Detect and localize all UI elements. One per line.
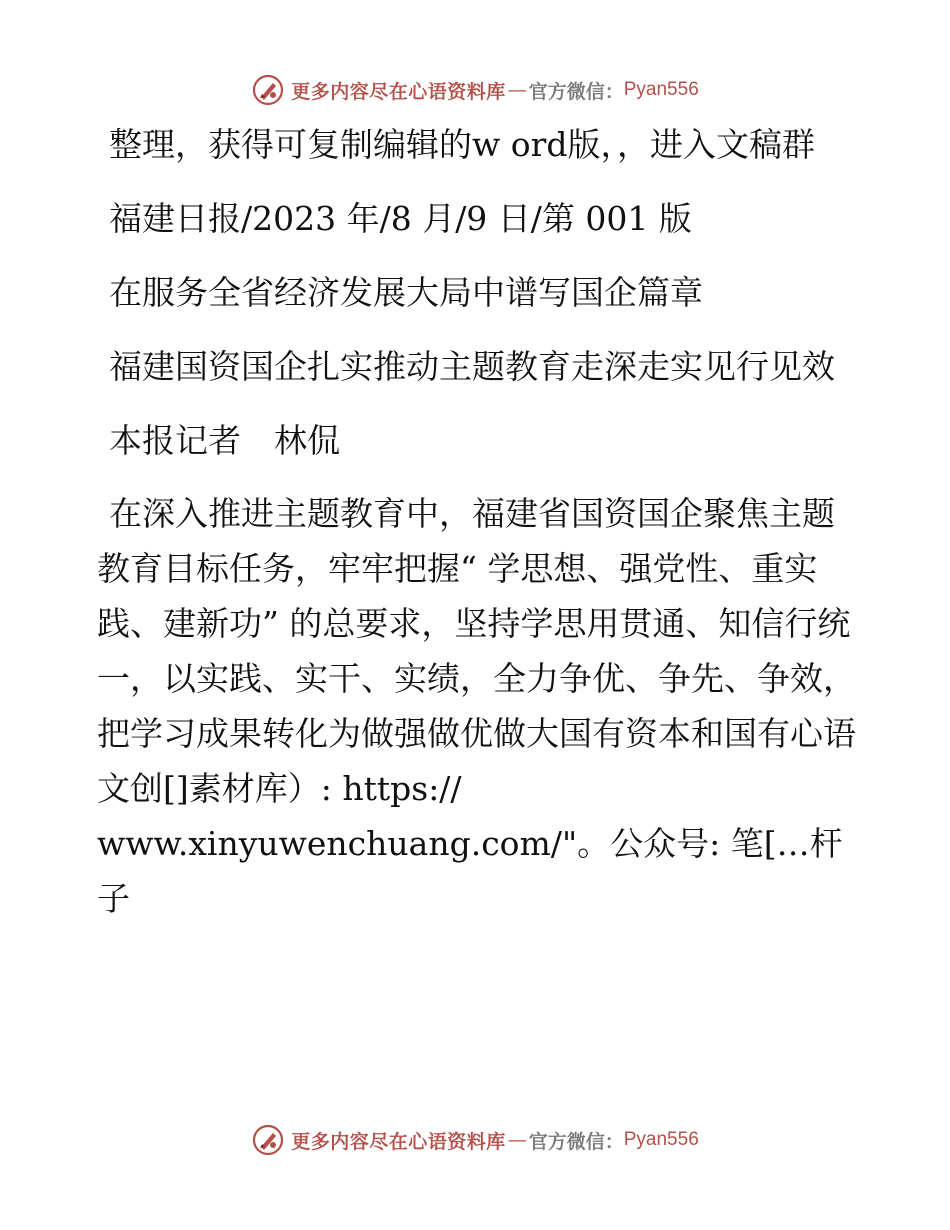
banner-wechat-id: Pyan556	[623, 1129, 699, 1150]
pen-nib-seal-icon	[251, 1123, 285, 1157]
paragraph-byline: 本报记者 林侃	[109, 421, 340, 460]
banner-text: 更多内容尽在心语资料库	[291, 80, 506, 103]
pen-nib-seal-icon	[251, 73, 285, 107]
paragraph-body: 在深入推进主题教育中，福建省国资国企聚焦主题教育目标任务，牢牢把握“ 学思想、强党性、重实践、建新功” 的总要求，坚持学思用贯通、知信行统一，以实践、实干、实绩，全力争优、争先、争效，把学习成果转化为做强做优做大国有资本和国有心语文创[]素材库）: https:// www.xinyuwenchuang.com/"。公众号: 笔[…杆子	[97, 494, 856, 918]
banner-official-label: 官方微信：	[528, 80, 624, 103]
paragraph-source: 福建日报/2023 年/8 月/9 日/第 001 版	[109, 199, 692, 238]
paragraph-headline: 在服务全省经济发展大局中谱写国企篇章	[109, 273, 703, 312]
document-body	[97, 122, 867, 954]
paragraph-subheadline: 福建国资国企扎实推动主题教育走深走实见行见效	[109, 347, 835, 386]
footer-banner	[0, 1120, 950, 1160]
paragraph-intro: 整理，获得可复制编辑的w ord版，，进入文稿群	[109, 125, 816, 164]
banner-dash: —	[507, 79, 527, 101]
banner-official-label: 官方微信：	[528, 1130, 624, 1153]
banner-wechat-id: Pyan556	[623, 79, 699, 100]
banner-dash: —	[507, 1129, 527, 1151]
banner-text: 更多内容尽在心语资料库	[291, 1130, 506, 1153]
header-banner	[0, 70, 950, 110]
